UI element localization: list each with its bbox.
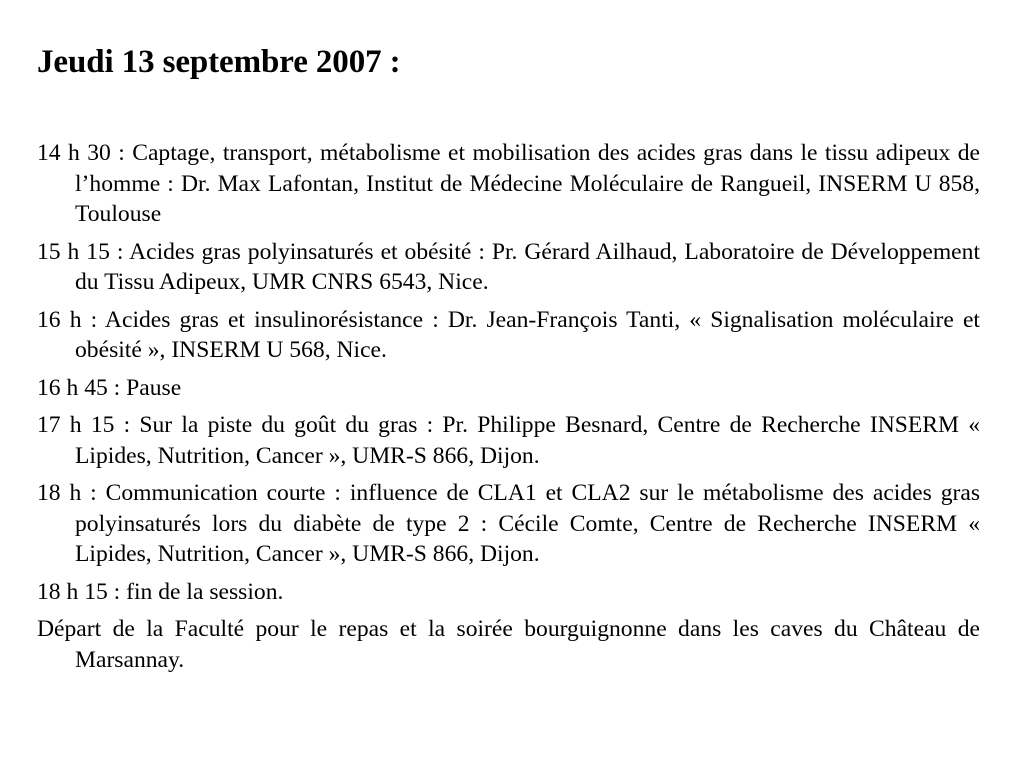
- program-list: [37, 138, 980, 675]
- program-item: 16 h : Acides gras et insulinorésistance : Dr. Jean-François Tanti, « Signalisation moléculaire et obésité », INSERM U 568, Nice.: [37, 306, 980, 363]
- program-item: 15 h 15 : Acides gras polyinsaturés et obésité : Pr. Gérard Ailhaud, Laboratoire de Développement du Tissu Adipeux, UMR CNRS 6543, Nice.: [37, 238, 980, 295]
- program-item: Départ de la Faculté pour le repas et la soirée bourguignonne dans les caves du Château de Marsannay.: [37, 616, 980, 673]
- program-item: 16 h 45 : Pause: [37, 374, 182, 401]
- program-item: 17 h 15 : Sur la piste du goût du gras : Pr. Philippe Besnard, Centre de Recherche INSERM « Lipides, Nutrition, Cancer », UMR-S 866, Dijon.: [37, 412, 980, 469]
- program-item: 18 h : Communication courte : influence de CLA1 et CLA2 sur le métabolisme des acides gras polyinsaturés lors du diabète de type 2 : Cécile Comte, Centre de Recherche INSERM « Lipides, Nutrition, Cancer », UMR-S 866, Dijon.: [37, 480, 980, 567]
- program-item: 18 h 15 : fin de la session.: [37, 578, 284, 605]
- page-title: Jeudi 13 septembre 2007 :: [37, 44, 401, 80]
- program-item: 14 h 30 : Captage, transport, métabolisme et mobilisation des acides gras dans le tissu adipeux de l’homme : Dr. Max Lafontan, Institut de Médecine Moléculaire de Rangueil, INSERM U 858, Toulouse: [37, 140, 980, 227]
